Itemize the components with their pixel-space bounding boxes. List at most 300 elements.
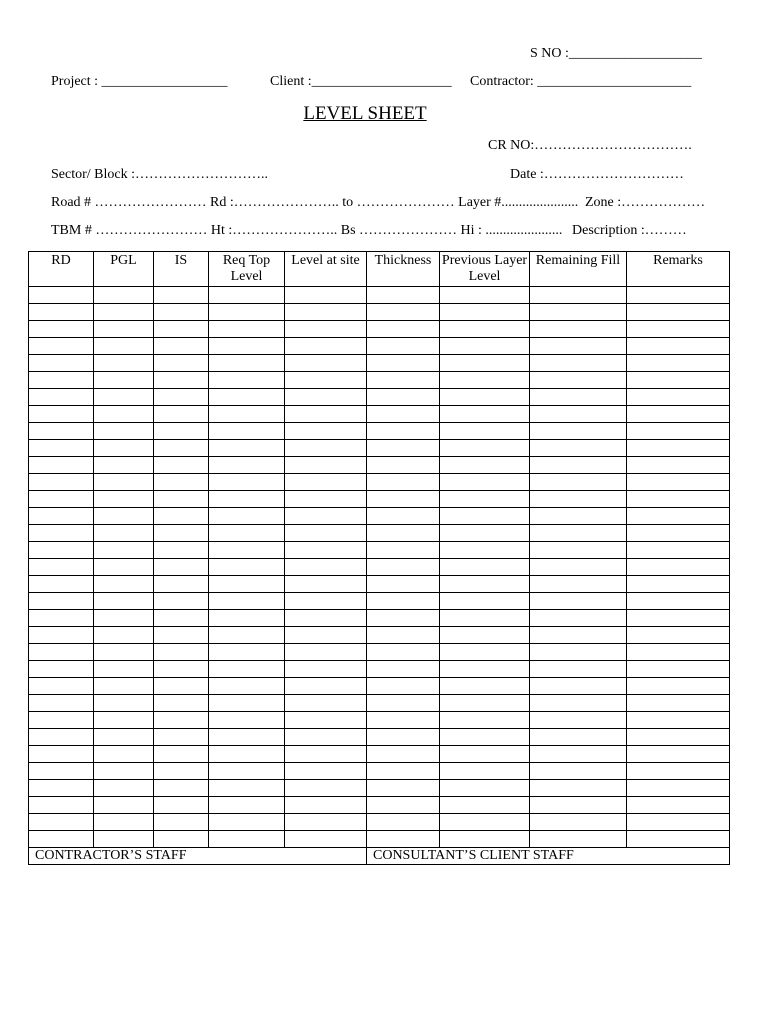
table-cell[interactable] (29, 661, 94, 678)
table-cell[interactable] (209, 644, 285, 661)
table-cell[interactable] (627, 780, 730, 797)
table-cell[interactable] (367, 627, 440, 644)
table-cell[interactable] (627, 355, 730, 372)
table-cell[interactable] (94, 457, 154, 474)
table-cell[interactable] (627, 610, 730, 627)
table-cell[interactable] (209, 593, 285, 610)
table-cell[interactable] (530, 440, 627, 457)
table-cell[interactable] (154, 338, 209, 355)
table-cell[interactable] (209, 525, 285, 542)
table-cell[interactable] (29, 525, 94, 542)
sector-block-field[interactable]: Sector/ Block :……………………….. (51, 167, 268, 182)
table-cell[interactable] (440, 831, 530, 848)
table-cell[interactable] (367, 780, 440, 797)
table-cell[interactable] (367, 593, 440, 610)
table-cell[interactable] (209, 661, 285, 678)
table-cell[interactable] (285, 508, 367, 525)
table-cell[interactable] (367, 746, 440, 763)
table-cell[interactable] (154, 287, 209, 304)
table-cell[interactable] (154, 508, 209, 525)
table-cell[interactable] (29, 372, 94, 389)
table-cell[interactable] (29, 746, 94, 763)
table-cell[interactable] (440, 814, 530, 831)
table-cell[interactable] (94, 321, 154, 338)
table-cell[interactable] (209, 729, 285, 746)
table-cell[interactable] (94, 678, 154, 695)
table-cell[interactable] (530, 780, 627, 797)
table-cell[interactable] (367, 440, 440, 457)
table-cell[interactable] (94, 440, 154, 457)
table-cell[interactable] (209, 780, 285, 797)
table-cell[interactable] (367, 729, 440, 746)
table-cell[interactable] (209, 457, 285, 474)
table-cell[interactable] (94, 559, 154, 576)
table-cell[interactable] (29, 627, 94, 644)
table-cell[interactable] (154, 661, 209, 678)
table-cell[interactable] (154, 542, 209, 559)
table-cell[interactable] (154, 712, 209, 729)
table-cell[interactable] (440, 372, 530, 389)
table-cell[interactable] (285, 304, 367, 321)
table-cell[interactable] (285, 678, 367, 695)
table-cell[interactable] (440, 695, 530, 712)
table-cell[interactable] (530, 627, 627, 644)
table-cell[interactable] (209, 542, 285, 559)
table-cell[interactable] (29, 644, 94, 661)
table-cell[interactable] (209, 440, 285, 457)
table-cell[interactable] (440, 389, 530, 406)
description-field[interactable]: Description :……… (572, 223, 687, 238)
table-cell[interactable] (367, 287, 440, 304)
table-cell[interactable] (209, 678, 285, 695)
table-cell[interactable] (154, 576, 209, 593)
table-cell[interactable] (29, 474, 94, 491)
table-cell[interactable] (209, 814, 285, 831)
table-cell[interactable] (440, 423, 530, 440)
table-cell[interactable] (367, 491, 440, 508)
table-cell[interactable] (627, 440, 730, 457)
table-cell[interactable] (94, 712, 154, 729)
table-cell[interactable] (440, 678, 530, 695)
table-cell[interactable] (627, 423, 730, 440)
table-cell[interactable] (154, 389, 209, 406)
table-cell[interactable] (29, 593, 94, 610)
table-cell[interactable] (627, 695, 730, 712)
table-cell[interactable] (94, 406, 154, 423)
table-cell[interactable] (209, 610, 285, 627)
table-cell[interactable] (440, 593, 530, 610)
table-cell[interactable] (154, 763, 209, 780)
table-cell[interactable] (285, 576, 367, 593)
table-cell[interactable] (94, 780, 154, 797)
table-cell[interactable] (285, 542, 367, 559)
table-cell[interactable] (627, 831, 730, 848)
table-cell[interactable] (367, 321, 440, 338)
date-field[interactable]: Date :………………………… (510, 167, 684, 182)
table-cell[interactable] (209, 304, 285, 321)
table-cell[interactable] (530, 593, 627, 610)
table-cell[interactable] (440, 763, 530, 780)
table-cell[interactable] (440, 440, 530, 457)
table-cell[interactable] (285, 814, 367, 831)
table-cell[interactable] (285, 712, 367, 729)
table-cell[interactable] (627, 593, 730, 610)
table-cell[interactable] (94, 627, 154, 644)
table-cell[interactable] (285, 372, 367, 389)
table-cell[interactable] (367, 474, 440, 491)
table-cell[interactable] (29, 440, 94, 457)
table-cell[interactable] (209, 491, 285, 508)
table-cell[interactable] (29, 831, 94, 848)
table-cell[interactable] (209, 746, 285, 763)
table-cell[interactable] (29, 695, 94, 712)
table-cell[interactable] (29, 457, 94, 474)
table-cell[interactable] (367, 712, 440, 729)
table-cell[interactable] (154, 644, 209, 661)
table-cell[interactable] (627, 457, 730, 474)
table-cell[interactable] (627, 814, 730, 831)
table-cell[interactable] (285, 474, 367, 491)
table-cell[interactable] (154, 746, 209, 763)
table-cell[interactable] (154, 729, 209, 746)
table-cell[interactable] (367, 508, 440, 525)
table-cell[interactable] (94, 763, 154, 780)
table-cell[interactable] (285, 321, 367, 338)
cr-no-field[interactable]: CR NO:……………………………. (488, 138, 692, 153)
table-cell[interactable] (367, 678, 440, 695)
table-cell[interactable] (530, 457, 627, 474)
table-cell[interactable] (530, 525, 627, 542)
table-cell[interactable] (627, 763, 730, 780)
table-cell[interactable] (367, 304, 440, 321)
table-cell[interactable] (367, 406, 440, 423)
table-cell[interactable] (154, 355, 209, 372)
table-cell[interactable] (29, 763, 94, 780)
table-cell[interactable] (29, 389, 94, 406)
table-cell[interactable] (94, 355, 154, 372)
table-cell[interactable] (367, 355, 440, 372)
table-cell[interactable] (94, 644, 154, 661)
table-cell[interactable] (94, 508, 154, 525)
table-cell[interactable] (285, 746, 367, 763)
table-cell[interactable] (530, 559, 627, 576)
table-cell[interactable] (285, 627, 367, 644)
table-cell[interactable] (29, 814, 94, 831)
table-cell[interactable] (209, 406, 285, 423)
table-cell[interactable] (440, 406, 530, 423)
table-cell[interactable] (29, 678, 94, 695)
table-cell[interactable] (367, 610, 440, 627)
table-cell[interactable] (627, 678, 730, 695)
table-cell[interactable] (440, 661, 530, 678)
table-cell[interactable] (627, 644, 730, 661)
table-cell[interactable] (154, 474, 209, 491)
table-cell[interactable] (94, 389, 154, 406)
table-cell[interactable] (285, 440, 367, 457)
table-cell[interactable] (94, 593, 154, 610)
table-cell[interactable] (29, 576, 94, 593)
table-cell[interactable] (367, 389, 440, 406)
table-cell[interactable] (440, 508, 530, 525)
table-cell[interactable] (285, 355, 367, 372)
table-cell[interactable] (367, 542, 440, 559)
table-cell[interactable] (154, 797, 209, 814)
table-cell[interactable] (29, 491, 94, 508)
table-cell[interactable] (154, 440, 209, 457)
table-cell[interactable] (94, 287, 154, 304)
table-cell[interactable] (29, 338, 94, 355)
table-cell[interactable] (530, 712, 627, 729)
table-cell[interactable] (285, 491, 367, 508)
table-cell[interactable] (440, 474, 530, 491)
table-cell[interactable] (367, 814, 440, 831)
tbm-field[interactable]: TBM # …………………… Ht :………………….. Bs ………………… Hi : ...................... (51, 223, 563, 238)
table-cell[interactable] (530, 338, 627, 355)
client-field[interactable]: Client :____________________ (270, 74, 452, 89)
table-cell[interactable] (154, 491, 209, 508)
table-cell[interactable] (440, 559, 530, 576)
table-cell[interactable] (627, 661, 730, 678)
table-cell[interactable] (530, 746, 627, 763)
table-cell[interactable] (29, 321, 94, 338)
table-cell[interactable] (367, 457, 440, 474)
sno-field[interactable]: S NO :___________________ (530, 46, 702, 61)
table-cell[interactable] (440, 746, 530, 763)
table-cell[interactable] (530, 695, 627, 712)
table-cell[interactable] (154, 372, 209, 389)
table-cell[interactable] (94, 729, 154, 746)
table-cell[interactable] (154, 593, 209, 610)
table-cell[interactable] (94, 831, 154, 848)
table-cell[interactable] (94, 610, 154, 627)
table-cell[interactable] (627, 559, 730, 576)
table-cell[interactable] (94, 304, 154, 321)
table-cell[interactable] (530, 542, 627, 559)
table-cell[interactable] (530, 355, 627, 372)
table-cell[interactable] (154, 780, 209, 797)
project-field[interactable]: Project : __________________ (51, 74, 228, 89)
table-cell[interactable] (627, 287, 730, 304)
table-cell[interactable] (627, 525, 730, 542)
table-cell[interactable] (627, 491, 730, 508)
table-cell[interactable] (627, 729, 730, 746)
table-cell[interactable] (154, 525, 209, 542)
table-cell[interactable] (94, 338, 154, 355)
table-cell[interactable] (209, 321, 285, 338)
table-cell[interactable] (29, 712, 94, 729)
table-cell[interactable] (29, 729, 94, 746)
table-cell[interactable] (285, 525, 367, 542)
table-cell[interactable] (209, 474, 285, 491)
table-cell[interactable] (440, 627, 530, 644)
table-cell[interactable] (209, 287, 285, 304)
table-cell[interactable] (627, 389, 730, 406)
table-cell[interactable] (94, 525, 154, 542)
table-cell[interactable] (94, 542, 154, 559)
table-cell[interactable] (209, 712, 285, 729)
table-cell[interactable] (94, 576, 154, 593)
table-cell[interactable] (530, 797, 627, 814)
table-cell[interactable] (530, 644, 627, 661)
table-cell[interactable] (209, 695, 285, 712)
table-cell[interactable] (154, 695, 209, 712)
table-cell[interactable] (530, 661, 627, 678)
table-cell[interactable] (285, 644, 367, 661)
table-cell[interactable] (530, 814, 627, 831)
table-cell[interactable] (285, 695, 367, 712)
table-cell[interactable] (530, 304, 627, 321)
table-cell[interactable] (530, 321, 627, 338)
table-cell[interactable] (94, 695, 154, 712)
table-cell[interactable] (285, 661, 367, 678)
table-cell[interactable] (209, 627, 285, 644)
table-cell[interactable] (627, 321, 730, 338)
table-cell[interactable] (285, 406, 367, 423)
table-cell[interactable] (209, 508, 285, 525)
table-cell[interactable] (209, 423, 285, 440)
table-cell[interactable] (530, 372, 627, 389)
table-cell[interactable] (627, 372, 730, 389)
table-cell[interactable] (209, 763, 285, 780)
table-cell[interactable] (440, 457, 530, 474)
table-cell[interactable] (285, 559, 367, 576)
table-cell[interactable] (94, 372, 154, 389)
table-cell[interactable] (530, 678, 627, 695)
table-cell[interactable] (94, 797, 154, 814)
table-cell[interactable] (367, 423, 440, 440)
table-cell[interactable] (285, 287, 367, 304)
table-cell[interactable] (440, 576, 530, 593)
table-cell[interactable] (367, 831, 440, 848)
table-cell[interactable] (209, 355, 285, 372)
table-cell[interactable] (209, 389, 285, 406)
table-cell[interactable] (154, 457, 209, 474)
table-cell[interactable] (94, 661, 154, 678)
table-cell[interactable] (154, 406, 209, 423)
table-cell[interactable] (627, 474, 730, 491)
table-cell[interactable] (154, 627, 209, 644)
table-cell[interactable] (94, 491, 154, 508)
table-cell[interactable] (530, 406, 627, 423)
table-cell[interactable] (367, 644, 440, 661)
table-cell[interactable] (367, 797, 440, 814)
table-cell[interactable] (29, 542, 94, 559)
table-cell[interactable] (530, 389, 627, 406)
table-cell[interactable] (285, 457, 367, 474)
table-cell[interactable] (530, 831, 627, 848)
table-cell[interactable] (627, 508, 730, 525)
table-cell[interactable] (440, 780, 530, 797)
table-cell[interactable] (627, 304, 730, 321)
table-cell[interactable] (530, 474, 627, 491)
table-cell[interactable] (285, 729, 367, 746)
table-cell[interactable] (285, 831, 367, 848)
table-cell[interactable] (530, 423, 627, 440)
table-cell[interactable] (29, 304, 94, 321)
table-cell[interactable] (154, 610, 209, 627)
table-cell[interactable] (29, 780, 94, 797)
table-cell[interactable] (367, 661, 440, 678)
table-cell[interactable] (530, 576, 627, 593)
table-cell[interactable] (209, 559, 285, 576)
table-cell[interactable] (440, 542, 530, 559)
table-cell[interactable] (29, 406, 94, 423)
table-cell[interactable] (94, 746, 154, 763)
table-cell[interactable] (367, 763, 440, 780)
table-cell[interactable] (285, 610, 367, 627)
table-cell[interactable] (94, 814, 154, 831)
table-cell[interactable] (29, 355, 94, 372)
table-cell[interactable] (94, 423, 154, 440)
table-cell[interactable] (285, 763, 367, 780)
table-cell[interactable] (530, 763, 627, 780)
table-cell[interactable] (285, 389, 367, 406)
table-cell[interactable] (29, 610, 94, 627)
table-cell[interactable] (367, 338, 440, 355)
table-cell[interactable] (209, 338, 285, 355)
table-cell[interactable] (29, 508, 94, 525)
contractor-field[interactable]: Contractor: ______________________ (470, 74, 692, 89)
table-cell[interactable] (209, 797, 285, 814)
table-cell[interactable] (209, 372, 285, 389)
table-cell[interactable] (285, 797, 367, 814)
table-cell[interactable] (154, 423, 209, 440)
table-cell[interactable] (29, 287, 94, 304)
table-cell[interactable] (440, 797, 530, 814)
table-cell[interactable] (29, 423, 94, 440)
table-cell[interactable] (209, 831, 285, 848)
table-cell[interactable] (440, 304, 530, 321)
table-cell[interactable] (627, 746, 730, 763)
table-cell[interactable] (154, 559, 209, 576)
table-cell[interactable] (530, 729, 627, 746)
table-cell[interactable] (285, 423, 367, 440)
table-cell[interactable] (154, 831, 209, 848)
table-cell[interactable] (367, 576, 440, 593)
table-cell[interactable] (29, 559, 94, 576)
table-cell[interactable] (627, 576, 730, 593)
table-cell[interactable] (94, 474, 154, 491)
table-cell[interactable] (530, 508, 627, 525)
table-cell[interactable] (367, 372, 440, 389)
table-cell[interactable] (440, 729, 530, 746)
table-cell[interactable] (627, 712, 730, 729)
table-cell[interactable] (440, 355, 530, 372)
table-cell[interactable] (440, 644, 530, 661)
table-cell[interactable] (367, 559, 440, 576)
table-cell[interactable] (154, 304, 209, 321)
table-cell[interactable] (367, 695, 440, 712)
table-cell[interactable] (367, 525, 440, 542)
table-cell[interactable] (530, 610, 627, 627)
table-cell[interactable] (627, 627, 730, 644)
table-cell[interactable] (285, 338, 367, 355)
zone-field[interactable]: Zone :……………… (585, 195, 706, 210)
table-cell[interactable] (627, 542, 730, 559)
table-cell[interactable] (209, 576, 285, 593)
table-cell[interactable] (285, 593, 367, 610)
table-cell[interactable] (440, 321, 530, 338)
table-cell[interactable] (29, 797, 94, 814)
table-cell[interactable] (530, 287, 627, 304)
table-cell[interactable] (627, 338, 730, 355)
table-cell[interactable] (154, 814, 209, 831)
table-cell[interactable] (154, 321, 209, 338)
table-cell[interactable] (440, 712, 530, 729)
table-cell[interactable] (440, 610, 530, 627)
table-cell[interactable] (530, 491, 627, 508)
table-cell[interactable] (440, 491, 530, 508)
